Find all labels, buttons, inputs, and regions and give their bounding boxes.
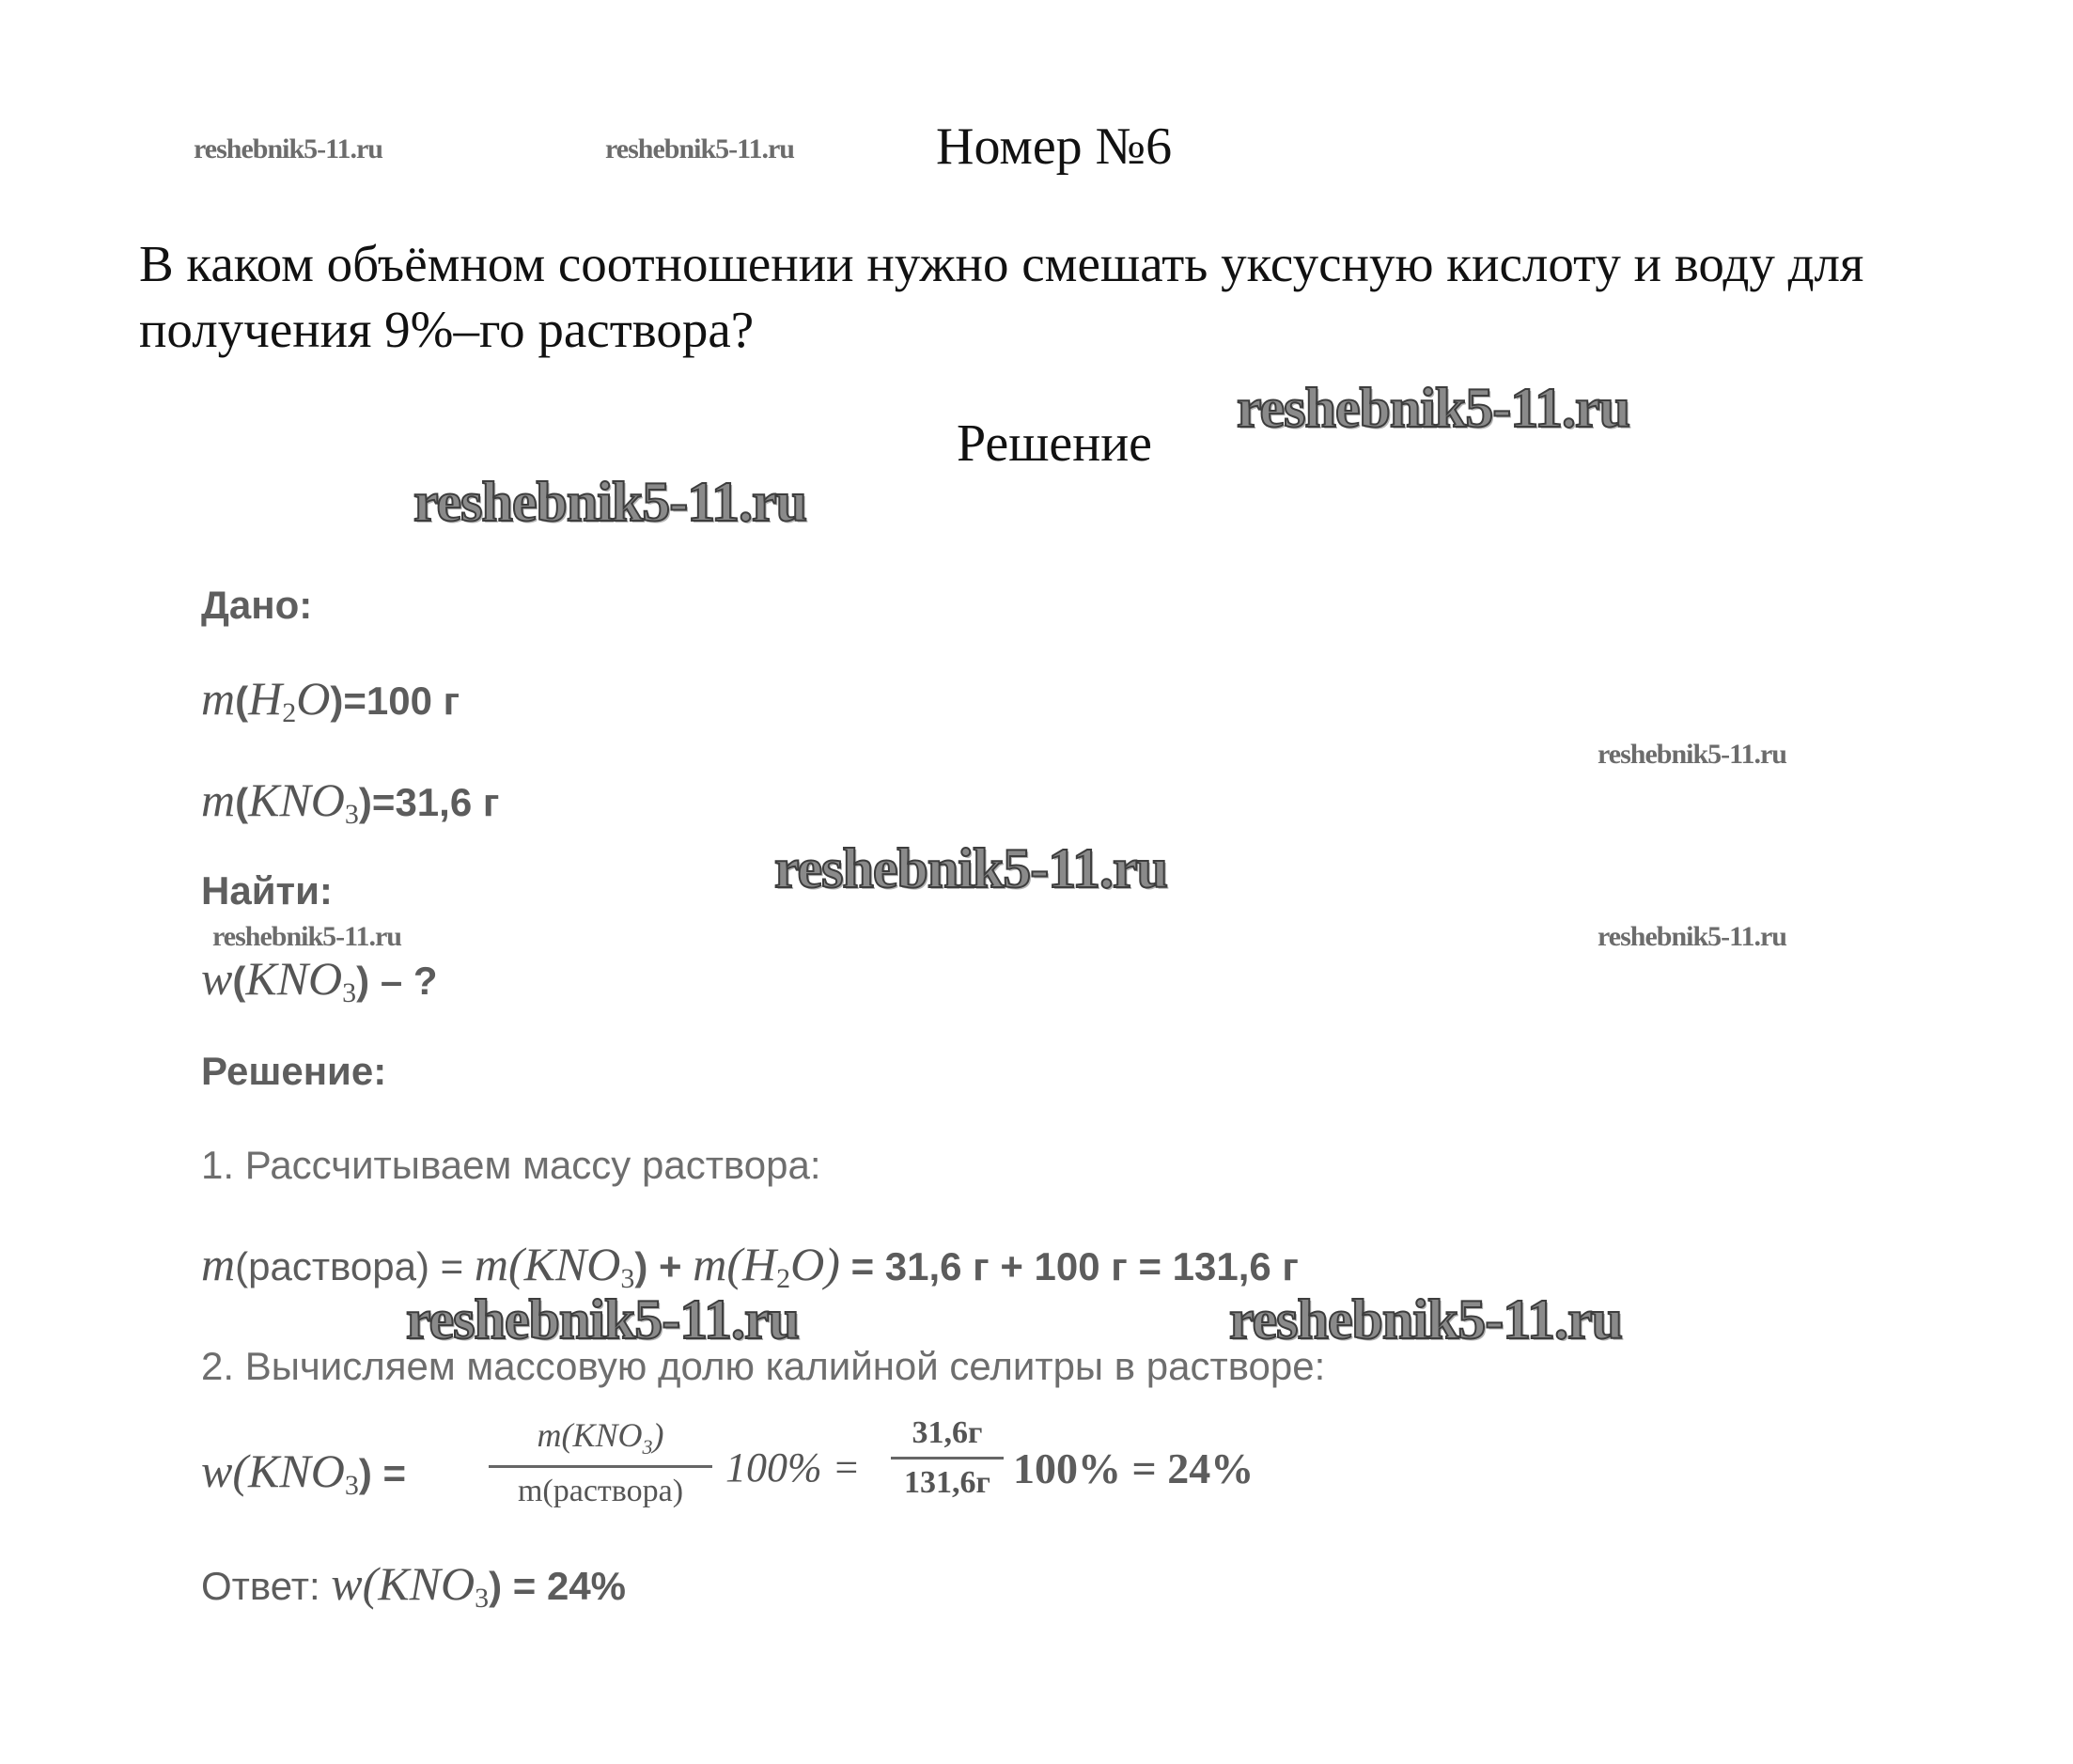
watermark: reshebnik5-11.ru [194,133,382,164]
mass-symbol: m [201,773,236,826]
fraction-denominator: 131,6г [904,1465,990,1500]
fraction-bar [891,1457,1004,1460]
watermark: reshebnik5-11.ru [1598,739,1786,770]
given-label: Дано: [201,583,313,627]
step-1-formula: m(раствора) = $m(KNO_3) + m(H_2O) = 31,6$ г + 100 г = 131,6 г [201,1238,1299,1294]
step-2-formula-mid: 100% = [725,1444,861,1491]
given-water-mass: $m(H_2O)=100$ г [201,672,460,728]
watermark: reshebnik5-11.ru [1598,921,1786,952]
watermark: reshebnik5-11.ru [413,471,806,533]
numeric-fraction [891,1415,1004,1501]
step-1-text: 1. Рассчитываем массу раствора: [201,1143,821,1187]
page-title: Номер №6 [936,117,1173,176]
watermark: reshebnik5-11.ru [605,133,794,164]
step-2-text: 2. Вычисляем массовую долю калийной селитры в растворе: [201,1344,1326,1388]
find-target: $w(KNO_3)$ – ? [201,952,438,1008]
watermark: reshebnik5-11.ru [1229,1288,1622,1350]
step-2-formula-lhs: $w(KNO_3)$ = [201,1444,406,1501]
mass-symbol: m [201,672,236,725]
find-label: Найти: [201,868,333,913]
fraction-numerator: 31,6г [912,1415,983,1450]
solution-heading: Решение [957,414,1153,473]
solution-label: Решение: [201,1049,387,1093]
given-saltpeter-mass: $m(KNO_3)=31,6$ г [201,773,500,830]
problem-text: В каком объёмном соотношении нужно смешать уксусную кислоту и воду для получения 9%–го раствора? [139,235,1864,358]
fraction-bar [489,1465,712,1468]
watermark: reshebnik5-11.ru [1237,377,1629,439]
fraction-numerator: $m(KNO_3)$ [537,1416,664,1460]
mass-fraction [489,1415,712,1509]
watermark: reshebnik5-11.ru [406,1288,799,1350]
fraction-denominator: m(раствора) [517,1474,684,1509]
step-2-formula-result: 100% = 24% [1013,1444,1255,1492]
watermark: reshebnik5-11.ru [774,837,1167,899]
watermark: reshebnik5-11.ru [212,921,401,952]
answer: Ответ: $w(KNO_3) = 24\%$ [201,1557,627,1614]
